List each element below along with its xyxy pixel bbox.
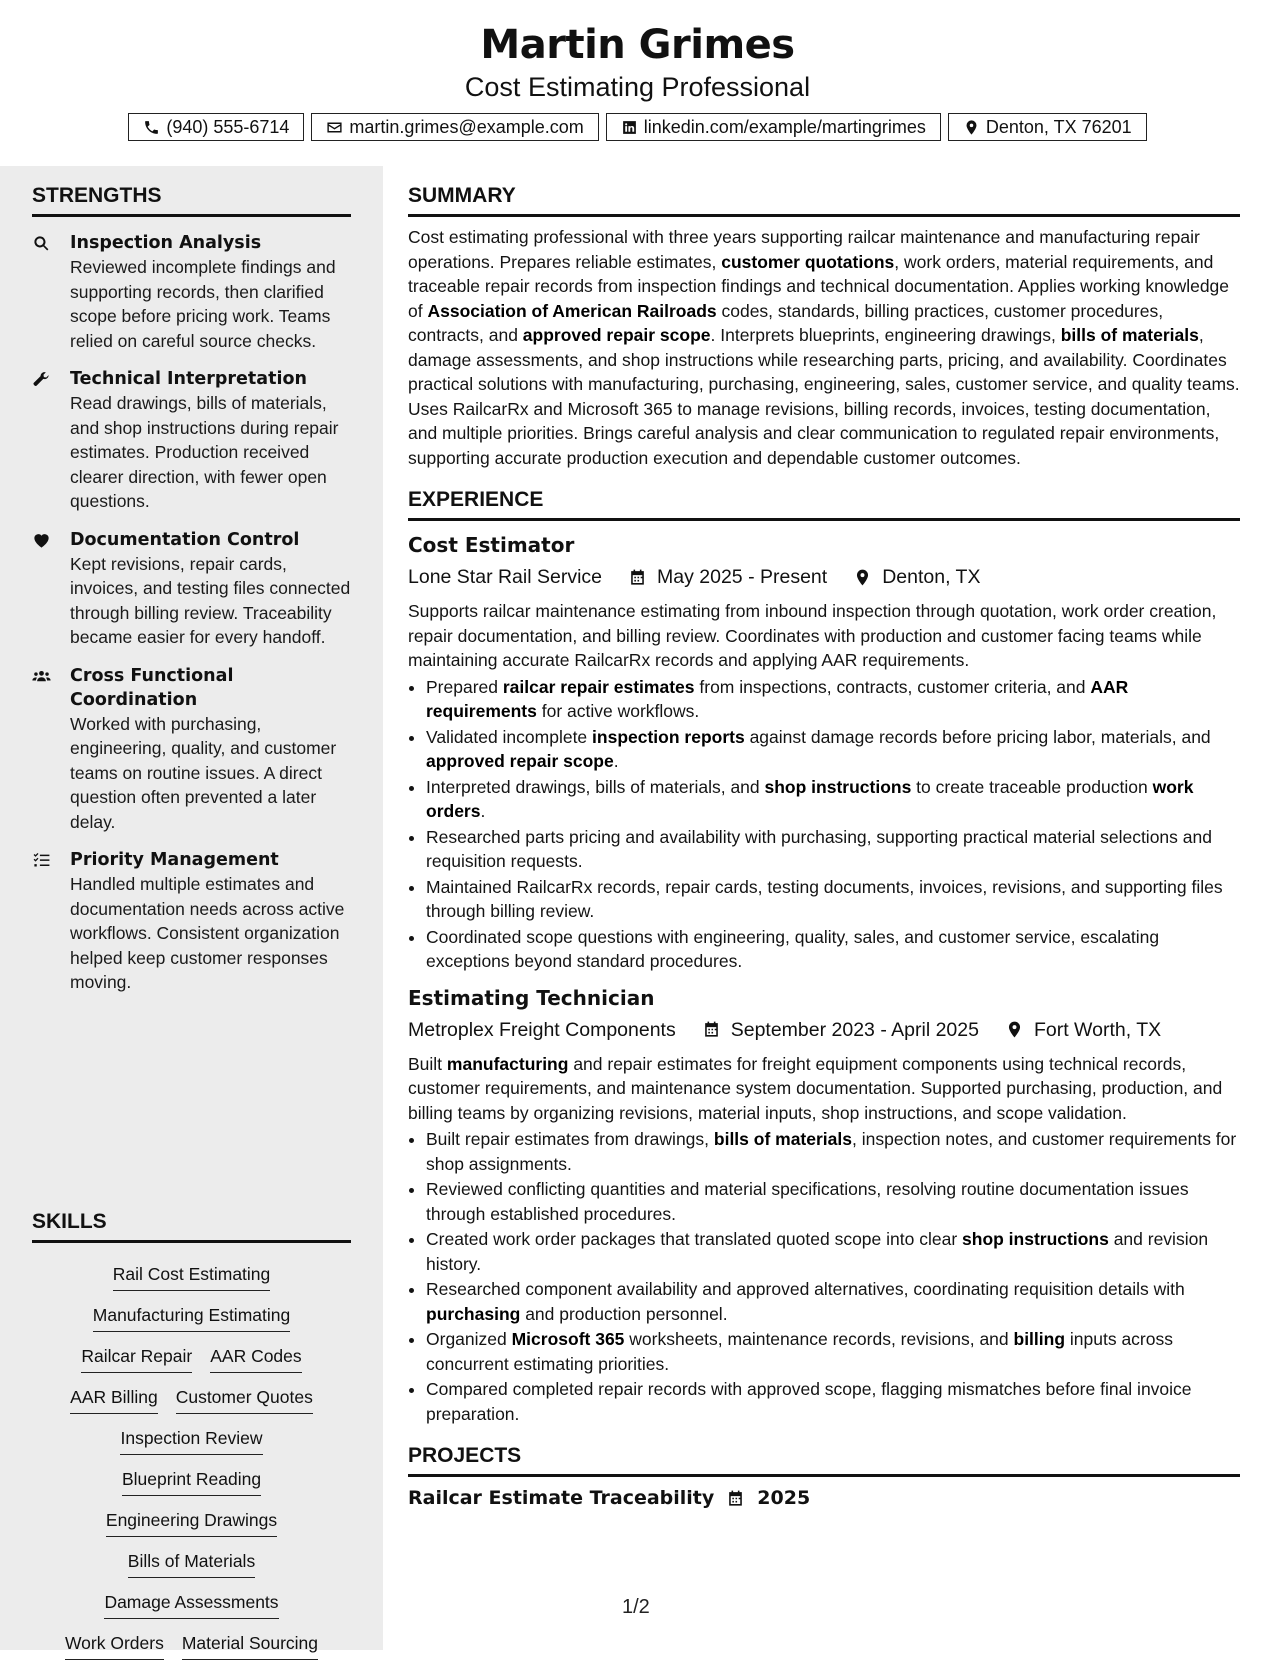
skill-tag: Work Orders bbox=[65, 1630, 164, 1660]
strength-desc: Worked with purchasing, engineering, quality, and customer teams on routine issues. A direct question often prevented a later delay. bbox=[70, 713, 337, 832]
job-location: Denton, TX bbox=[882, 566, 981, 588]
heart-icon bbox=[32, 531, 51, 550]
job-company: Metroplex Freight Components bbox=[408, 1018, 676, 1041]
job-bullet: • Built repair estimates from drawings, bills of materials, inspection notes, and customer requirements for shop assignments. bbox=[426, 1127, 1240, 1176]
strength-title: Cross Functional Coordination bbox=[70, 665, 234, 710]
job-bullet: • Maintained RailcarRx records, repair cards, testing documents, invoices, revisions, and supporting files through billing review. bbox=[426, 875, 1240, 924]
job-bullet: • Created work order packages that translated quoted scope into clear shop instructions and revision history. bbox=[426, 1227, 1240, 1276]
project-entry bbox=[408, 1487, 1240, 1509]
job-title: Estimating Technician bbox=[408, 985, 655, 1010]
summary-text: Cost estimating professional with three years supporting railcar maintenance and manufacturing repair operations. Prepares reliable estimates, customer quotations, work orders, material requirements, and traceable repair records from inspection findings and technical documentation. Applies working knowledge of Association of American Railroads codes, standards, billing practices, customer procedures, contracts, and approved repair scope. Interprets blueprints, engineering drawings, bills of materials, damage assessments, and shop instructions while researching parts, pricing, and availability. Coordinates practical solutions with manufacturing, purchasing, engineering, sales, customer service, and quality teams. Uses RailcarRx and Microsoft 365 to manage revisions, billing records, invoices, testing documentation, and multiple priorities. Brings careful analysis and clear communication to regulated repair environments, supporting accurate production execution and dependable customer outcomes. bbox=[408, 227, 1240, 468]
strength-title: Inspection Analysis bbox=[70, 233, 262, 253]
skill-tag: Blueprint Reading bbox=[122, 1466, 261, 1496]
candidate-title: Cost Estimating Professional bbox=[464, 72, 811, 102]
contact-phone[interactable] bbox=[128, 113, 304, 141]
project-title: Railcar Estimate Traceability bbox=[408, 1487, 715, 1509]
search-icon bbox=[32, 234, 51, 253]
users-icon bbox=[32, 667, 51, 686]
skill-tag: Bills of Materials bbox=[128, 1548, 255, 1578]
calendar-icon bbox=[726, 1489, 745, 1508]
strength-item bbox=[32, 848, 351, 995]
contact-email-text: martin.grimes@example.com bbox=[349, 116, 584, 137]
skills-section bbox=[32, 1210, 351, 1660]
project-year: 2025 bbox=[757, 1487, 811, 1509]
candidate-name: Martin Grimes bbox=[480, 22, 795, 68]
job-bullets bbox=[408, 675, 1240, 974]
strength-item bbox=[32, 528, 351, 650]
job-meta bbox=[408, 563, 1240, 591]
strength-title: Technical Interpretation bbox=[70, 369, 307, 389]
skills-heading: SKILLS bbox=[32, 1210, 351, 1243]
resume-header bbox=[0, 0, 1275, 166]
contact-phone-text: (940) 555-6714 bbox=[166, 116, 290, 137]
skills-list bbox=[32, 1261, 351, 1660]
job-bullet: • Coordinated scope questions with engineering, quality, sales, and customer service, escalating exceptions beyond standard procedures. bbox=[426, 925, 1240, 974]
job-meta bbox=[408, 1016, 1240, 1044]
projects-heading: PROJECTS bbox=[408, 1444, 1240, 1477]
calendar-icon bbox=[628, 568, 647, 587]
skill-tag: AAR Codes bbox=[210, 1343, 301, 1373]
job-title: Cost Estimator bbox=[408, 533, 575, 557]
job-bullet: • Validated incomplete inspection reports against damage records before pricing labor, materials, and approved repair scope. bbox=[426, 725, 1240, 774]
map-pin-icon bbox=[853, 568, 872, 587]
contact-bar bbox=[0, 113, 1275, 141]
envelope-icon bbox=[326, 119, 343, 136]
job-location: Fort Worth, TX bbox=[1033, 1018, 1162, 1041]
job-bullet: • Interpreted drawings, bills of materials, and shop instructions to create traceable production work orders. bbox=[426, 775, 1240, 824]
strength-desc: Reviewed incomplete findings and supporting records, then clarified scope before pricing work. Teams relied on careful source checks. bbox=[70, 257, 336, 351]
job-company: Lone Star Rail Service bbox=[408, 566, 603, 588]
skill-tag: Manufacturing Estimating bbox=[93, 1302, 290, 1332]
map-pin-icon bbox=[963, 119, 980, 136]
strength-item bbox=[32, 367, 351, 514]
job-bullet: • Prepared railcar repair estimates from inspections, contracts, customer criteria, and AAR requirements for active workflows. bbox=[426, 675, 1240, 724]
contact-location-text: Denton, TX 76201 bbox=[985, 116, 1132, 137]
skill-tag: Railcar Repair bbox=[81, 1343, 192, 1373]
strength-title: Priority Management bbox=[70, 850, 279, 870]
job-bullet: • Organized Microsoft 365 worksheets, maintenance records, revisions, and billing inputs across concurrent estimating priorities. bbox=[426, 1327, 1240, 1376]
skill-tag: Engineering Drawings bbox=[106, 1507, 277, 1537]
strength-item bbox=[32, 231, 351, 353]
contact-location[interactable] bbox=[948, 113, 1147, 141]
strength-title: Documentation Control bbox=[70, 529, 300, 550]
skill-tag: Damage Assessments bbox=[104, 1589, 278, 1619]
skill-tag: Material Sourcing bbox=[182, 1630, 318, 1660]
job-bullet: • Reviewed conflicting quantities and material specifications, resolving routine documentation issues through established procedures. bbox=[426, 1177, 1240, 1226]
experience-heading: EXPERIENCE bbox=[408, 488, 1240, 521]
strength-item bbox=[32, 664, 351, 835]
strengths-heading: STRENGTHS bbox=[32, 184, 351, 217]
linkedin-icon bbox=[621, 119, 638, 136]
strength-desc: Handled multiple estimates and documentation needs across active workflows. Consistent organization helped keep customer responses moving. bbox=[70, 874, 345, 992]
skill-tag: AAR Billing bbox=[70, 1384, 158, 1414]
contact-linkedin-text: linkedin.com/example/martingrimes bbox=[643, 116, 926, 137]
job-entry bbox=[408, 531, 1240, 974]
sidebar bbox=[0, 166, 383, 1653]
map-pin-icon bbox=[1005, 1020, 1024, 1039]
list-check-icon bbox=[32, 851, 51, 870]
job-bullet: • Researched component availability and approved alternatives, coordinating requisition details with purchasing and production personnel. bbox=[426, 1277, 1240, 1326]
job-bullet: • Researched parts pricing and availability with purchasing, supporting practical material selections and requisition requests. bbox=[426, 825, 1240, 874]
summary-heading: SUMMARY bbox=[408, 184, 1240, 217]
phone-icon bbox=[143, 119, 160, 136]
skill-tag: Rail Cost Estimating bbox=[113, 1261, 271, 1291]
job-entry bbox=[408, 984, 1240, 1427]
page-number: 1/2 bbox=[622, 1596, 650, 1618]
skill-tag: Inspection Review bbox=[120, 1425, 262, 1455]
job-dates: May 2025 - Present bbox=[657, 566, 828, 588]
job-dates: September 2023 - April 2025 bbox=[730, 1018, 979, 1041]
strengths-section bbox=[32, 184, 351, 995]
job-summary: Supports railcar maintenance estimating from inbound inspection through quotation, work order creation, repair documentation, and billing review. Coordinates with production and customer facing teams while maintaining accurate RailcarRx records and applying AAR requirements. bbox=[408, 601, 1217, 670]
contact-linkedin[interactable] bbox=[606, 113, 941, 141]
calendar-icon bbox=[702, 1020, 721, 1039]
skill-tag: Customer Quotes bbox=[176, 1384, 313, 1414]
contact-email[interactable] bbox=[311, 113, 598, 141]
main-column bbox=[408, 166, 1240, 1509]
strength-desc: Kept revisions, repair cards, invoices, and testing files connected through billing review. Traceability became easier for every handoff. bbox=[70, 553, 351, 647]
wrench-icon bbox=[32, 370, 51, 389]
job-bullets bbox=[408, 1127, 1240, 1426]
strength-desc: Read drawings, bills of materials, and shop instructions during repair estimates. Production received clearer direction, with fewer open questions. bbox=[70, 393, 339, 511]
job-summary: Built manufacturing and repair estimates for freight equipment components using technical records, customer requirements, and maintenance system documentation. Supported purchasing, production, and billing teams by organizing revisions, material inputs, shop instructions, and scope validation. bbox=[408, 1053, 1223, 1123]
job-bullet: • Compared completed repair records with approved scope, flagging mismatches before final invoice preparation. bbox=[426, 1377, 1240, 1426]
